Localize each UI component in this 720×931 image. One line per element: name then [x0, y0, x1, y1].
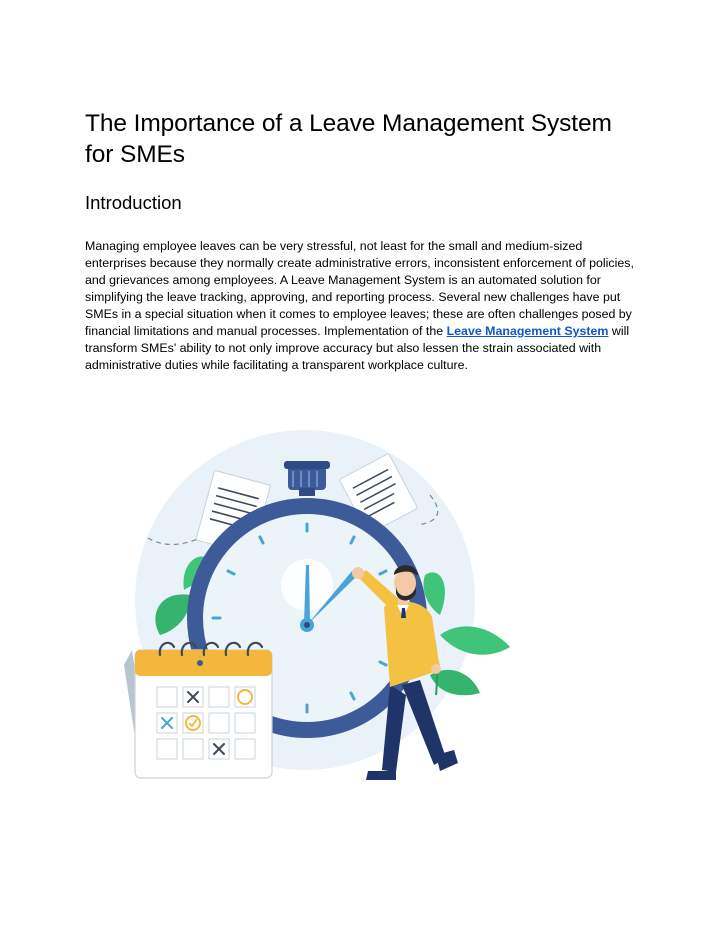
- paragraph-text-end: will transform SMEs' ability to not only improve accuracy but also lessen the strain associated with administrative duties while facilitating a transparent workplace culture.: [85, 324, 630, 372]
- paragraph-text-start: Managing employee leaves can be very stressful, not least for the small and medium-sized enterprises because they normally create administrative errors, inconsistent enforcement of policies, and grievances among employees. A Leave Management System is an automated solution for simplifying the leave tracking, approving, and reporting process. Several new challenges have put SMEs in a special situation when it comes to employee leaves; these are often challenges posed by financial limitations and manual processes. Implementation of the: [85, 239, 634, 338]
- leave-management-system-link[interactable]: Leave Management System: [446, 324, 609, 338]
- page-title: The Importance of a Leave Management System for SMEs: [85, 110, 612, 168]
- intro-paragraph: [85, 238, 645, 374]
- calendar-icon: [124, 643, 272, 778]
- leave-management-illustration-icon: [100, 425, 530, 790]
- section-heading: Introduction: [85, 192, 182, 213]
- raised-hand: [352, 567, 364, 579]
